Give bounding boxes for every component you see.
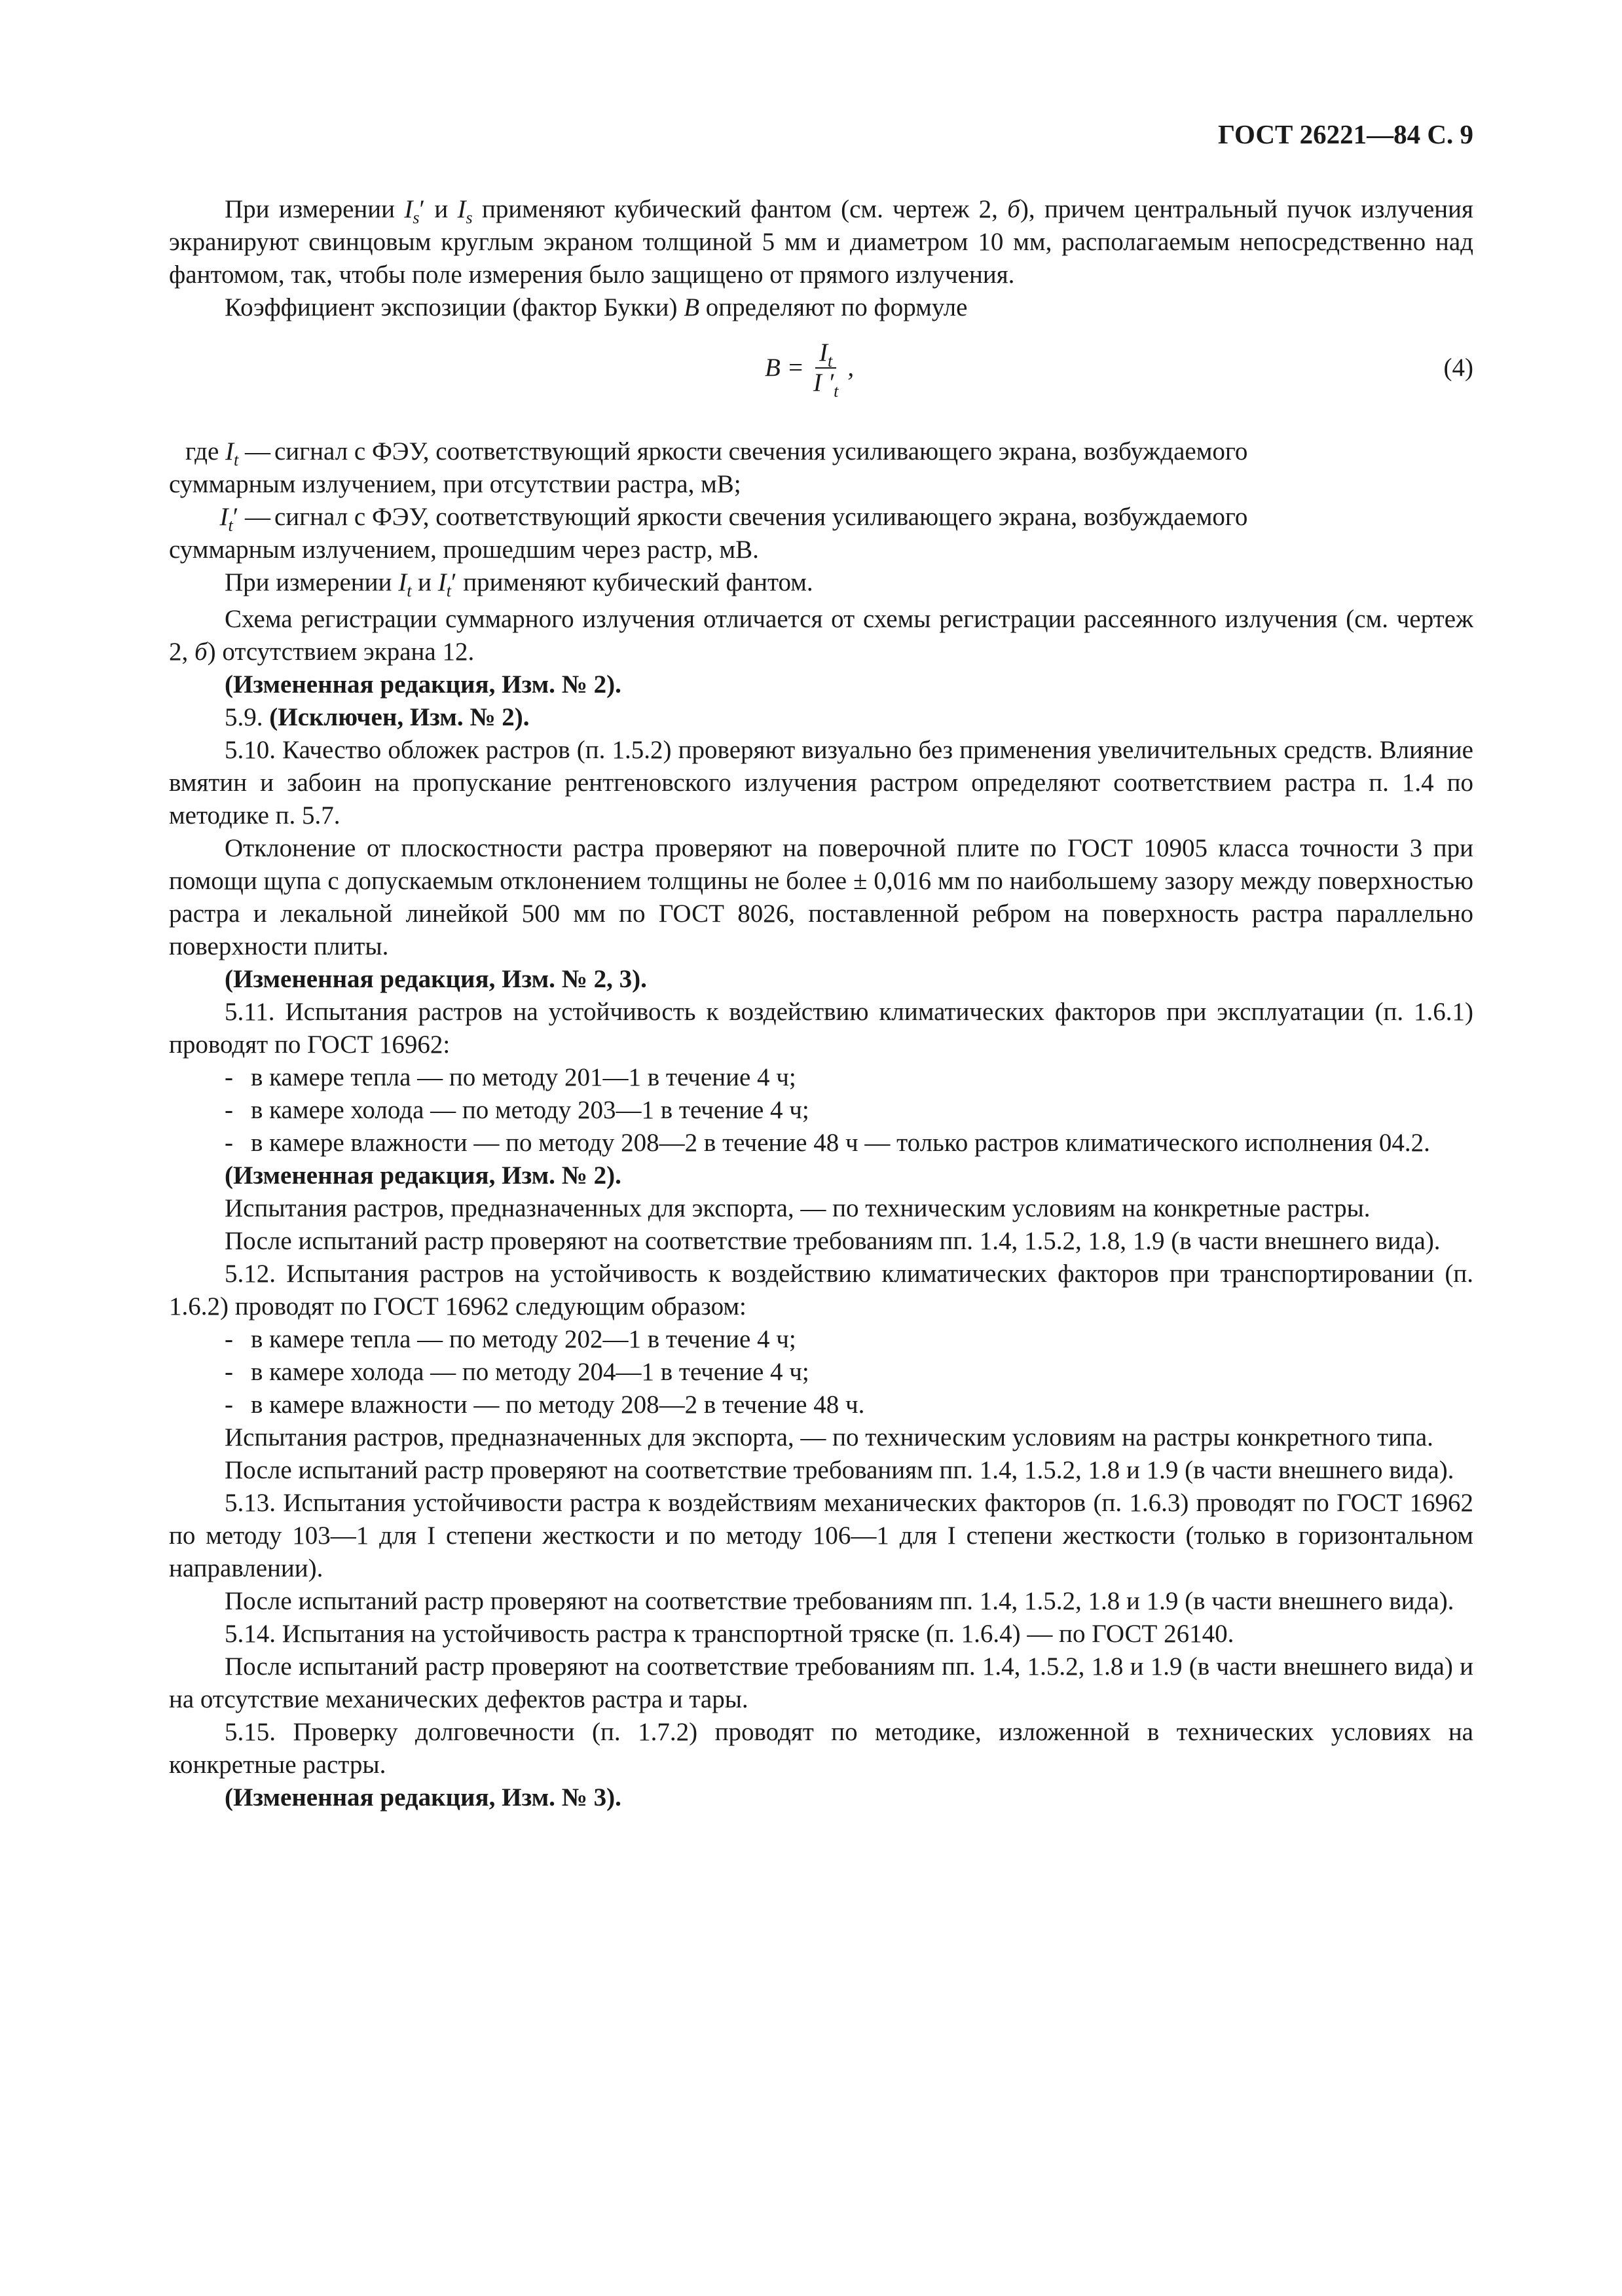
p-schema: Схема регистрации суммарного излучения отличается от схемы регистрации рассеянного излучения (см. чертеж 2, б) отсутствием экрана 12. <box>169 605 1473 666</box>
p-514: 5.14. Испытания на устойчивость растра к транспортной тряске (п. 1.6.4) — по ГОСТ 26140. <box>225 1620 1234 1648</box>
p-after4: После испытаний растр проверяют на соответствие требованиям пп. 1.4, 1.5.2, 1.8 и 1.9 (в части внешнего вида) и на отсутствие механических дефектов растра и тары. <box>169 1652 1473 1713</box>
p-512-c: - в камере влажности — по методу 208—2 в течение 48 ч. <box>169 1389 1473 1421</box>
p-after2: После испытаний растр проверяют на соответствие требованиям пп. 1.4, 1.5.2, 1.8 и 1.9 (в части внешнего вида). <box>225 1456 1454 1484</box>
p-59: 5.9. (Исключен, Изм. № 2). <box>225 703 530 731</box>
p-exp2: Испытания растров, предназначенных для экспорта, — по техническим условиям на растры конкретного типа. <box>225 1423 1433 1451</box>
p-515: 5.15. Проверку долговечности (п. 1.7.2) проводят по методике, изложенной в технических условиях на конкретные растры. <box>169 1718 1473 1779</box>
list-dash-marker: - <box>225 1129 233 1157</box>
p-510: 5.10. Качество обложек растров (п. 1.5.2) проверяют визуально без применения увеличительных средств. Влияние вмятин и забоин на пропускание рентгеновского излучения растром определяют соответствием растра п. 1.4 по методике п. 5.7. <box>169 736 1473 829</box>
formula-lhs: B = <box>765 354 804 382</box>
p-exp1: Испытания растров, предназначенных для экспорта, — по техническим условиям на конкретные растры. <box>225 1194 1371 1222</box>
p-511-c: - в камере влажности — по методу 208—2 в течение 48 ч — только растров климатического исполнения 04.2. <box>169 1127 1473 1159</box>
p-red3: (Измененная редакция, Изм. № 2). <box>225 1161 621 1190</box>
formula-expression <box>765 338 855 401</box>
p-511: 5.11. Испытания растров на устойчивость к воздействию климатических факторов при эксплуатации (п. 1.6.1) проводят по ГОСТ 16962: <box>169 998 1473 1059</box>
p-511-a: - в камере тепла — по методу 201—1 в течение 4 ч; <box>169 1061 1473 1094</box>
measurement-paragraph: При измерении $I_t$ и $I_t'$ применяют кубический фантом. <box>225 568 813 600</box>
p-512-a: - в камере тепла — по методу 202—1 в течение 4 ч; <box>169 1323 1473 1356</box>
p-red2: (Измененная редакция, Изм. № 2, 3). <box>225 965 647 993</box>
list-dash-marker: - <box>225 1096 233 1124</box>
intro-paragraph-1: При измерении $I_s'$ и $I_s$ применяют кубический фантом (см. чертеж 2, б), причем центральный пучок излучения экранируют свинцовым круглым экраном толщиной 5 мм и диаметром 10 мм, располагаемым непосредственно над фантомом, так, чтобы поле измерения было защищено от прямого излучения. <box>169 195 1473 289</box>
list-dash-marker: - <box>225 1063 233 1091</box>
list-dash-marker: - <box>225 1391 233 1419</box>
p-after1: После испытаний растр проверяют на соответствие требованиям пп. 1.4, 1.5.2, 1.8, 1.9 (в части внешнего вида). <box>225 1227 1441 1255</box>
definition-item: $I_t'$ — сигнал с ФЭУ, соответствующий яркости свечения усиливающего экрана, возбуждаемого суммарным излучением, прошедшим через растр, мВ. <box>169 503 1248 564</box>
formula-denominator: I $'_t$ <box>813 369 839 401</box>
p-red4: (Измененная редакция, Изм. № 3). <box>225 1783 621 1812</box>
section-5-paragraphs <box>169 603 1473 1814</box>
p-511-b: - в камере холода — по методу 203—1 в течение 4 ч; <box>169 1094 1473 1127</box>
document-body <box>169 193 1473 1814</box>
p-513: 5.13. Испытания устойчивости растра к воздействиям механических факторов (п. 1.6.3) проводят по ГОСТ 16962 по методу 103—1 для I степени жесткости и по методу 106—1 для I степени жесткости (только в горизонтальном направлении). <box>169 1489 1473 1582</box>
formula-fraction <box>809 338 843 401</box>
p-red1: (Измененная редакция, Изм. № 2). <box>225 670 621 699</box>
formula-numerator: $I_t$ <box>815 338 836 369</box>
intro-paragraph-2: Коэффициент экспозиции (фактор Букки) B определяют по формуле <box>225 293 968 321</box>
list-dash-marker: - <box>225 1325 233 1353</box>
formula-number: (4) <box>1443 354 1473 382</box>
formula-tail: , <box>847 354 855 382</box>
p-512-b: - в камере холода — по методу 204—1 в течение 4 ч; <box>169 1356 1473 1389</box>
p-512: 5.12. Испытания растров на устойчивость к воздействию климатических факторов при транспортировании (п. 1.6.2) проводят по ГОСТ 16962 следующим образом: <box>169 1260 1473 1321</box>
formula-4 <box>169 333 1473 431</box>
p-after3: После испытаний растр проверяют на соответствие требованиям пп. 1.4, 1.5.2, 1.8 и 1.9 (в части внешнего вида). <box>225 1587 1454 1615</box>
page-header: ГОСТ 26221—84 С. 9 <box>1217 119 1473 149</box>
definitions-list <box>169 435 1473 566</box>
p-otkl: Отклонение от плоскостности растра проверяют на поверочной плите по ГОСТ 10905 класса точности 3 при помощи щупа с допускаемым отклонением толщины не более ± 0,016 мм по наибольшему зазору между поверхностью растра и лекальной линейкой 500 мм по ГОСТ 8026, поставленной ребром на поверхность растра параллельно поверхности плиты. <box>169 834 1473 960</box>
list-dash-marker: - <box>225 1358 233 1386</box>
definition-item: где $I_t$ — сигнал с ФЭУ, соответствующий яркости свечения усиливающего экрана, возбуждаемого суммарным излучением, при отсутствии растра, мВ; <box>169 437 1248 498</box>
